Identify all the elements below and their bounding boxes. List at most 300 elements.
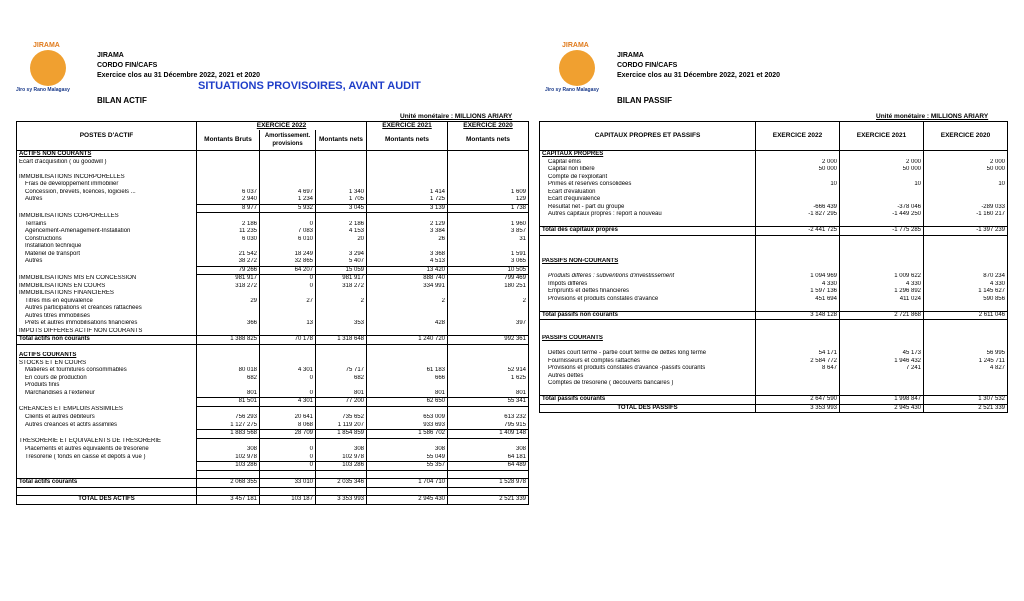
- passif-row-label: Comptes de trésorerie ( découverts bancaires ): [548, 380, 674, 386]
- actif-row-value: [367, 470, 448, 479]
- actif-row-value: 0: [260, 283, 316, 291]
- actif-row: [17, 181, 529, 189]
- passif-row-value: 1 094 969: [756, 273, 840, 281]
- actif-row-label: IMMOBILISATIONS MIS EN CONCESSION: [19, 274, 137, 281]
- actif-row-value: 64 207: [260, 266, 316, 275]
- passif-row-value: 50 000: [756, 166, 840, 174]
- passif-row-value: [756, 219, 840, 227]
- passif-row-value: [924, 258, 1008, 266]
- actif-row-value: [197, 159, 260, 167]
- passif-row-value: [924, 388, 1008, 396]
- actif-row-label: IMMOBILISATIONS CORPORELLES: [19, 212, 119, 219]
- actif-row-value: 1 609: [448, 189, 529, 197]
- passif-row-value: [924, 174, 1008, 182]
- actif-row-value: [197, 305, 260, 313]
- actif-row-value: 682: [197, 375, 260, 383]
- actif-row-value: 31: [448, 236, 529, 244]
- actif-row-value: 613 232: [448, 414, 529, 422]
- passif-row-value: -1 397 239: [924, 227, 1008, 236]
- passif-row: [540, 174, 1008, 182]
- actif-row-value: 981 917: [197, 275, 260, 283]
- actif-row: [17, 375, 529, 383]
- passif-row-label: Primes et réserves consolidées: [548, 181, 632, 187]
- actif-row-label: Trésorerie ( fonds en caisse et dépôts à vue ): [25, 453, 146, 460]
- passif-row-value: 10: [924, 181, 1008, 189]
- actif-row-value: 103 286: [197, 462, 260, 471]
- passif-row-value: [756, 235, 840, 243]
- actif-row: [17, 213, 529, 221]
- actif-row-value: [260, 166, 316, 174]
- actif-row-value: 129: [448, 196, 529, 204]
- passif-row-label: Provisions et produits constatés d'avance: [548, 295, 659, 302]
- passif-row-value: 54 171: [756, 350, 840, 358]
- passif-row-label: [540, 219, 756, 227]
- actif-row-value: 3 353 993: [316, 496, 367, 505]
- passif-row-value: 451 694: [756, 296, 840, 304]
- actif-row: [17, 174, 529, 182]
- actif-row-value: 801: [197, 390, 260, 398]
- actif-row-value: [448, 352, 529, 360]
- passif-row-label: Ecart d'évaluation: [548, 188, 596, 195]
- actif-row-value: [448, 213, 529, 221]
- actif-row-value: 2 521 339: [448, 496, 529, 505]
- actif-row-value: [197, 360, 260, 368]
- passif-row-value: 411 024: [840, 296, 924, 304]
- passif-row-value: [756, 189, 840, 197]
- passif-row-value: [840, 303, 924, 311]
- actif-row-value: 180 251: [448, 283, 529, 291]
- capitaux-header: CAPITAUX PROPRES ET PASSIFS: [540, 122, 756, 151]
- actif-row: [17, 189, 529, 197]
- actif-row-value: 0: [260, 454, 316, 462]
- passif-row-value: 10: [840, 181, 924, 189]
- actif-row-value: 3 384: [367, 228, 448, 236]
- passif-row-value: [924, 266, 1008, 274]
- passif-row-value: 4 330: [756, 281, 840, 289]
- p-ex2021-header: EXERCICE 2021: [840, 122, 924, 151]
- actif-row: [17, 320, 529, 328]
- actif-row-value: 1 725: [367, 196, 448, 204]
- actif-row: [17, 290, 529, 298]
- actif-row-value: [260, 174, 316, 182]
- actif-row: [17, 196, 529, 204]
- actif-row-value: 26: [367, 236, 448, 244]
- passif-row-value: [924, 196, 1008, 204]
- actif-row-label: Prêts et autres immobilisations financières: [25, 320, 138, 326]
- passif-row: [540, 350, 1008, 358]
- actif-row-label: Total actifs courants: [17, 479, 197, 488]
- actif-row-value: [448, 166, 529, 174]
- actif-row-value: 80 018: [197, 367, 260, 375]
- actif-row-label: TRESORERIE ET EQUIVALENTS DE TRESORERIE: [19, 438, 162, 445]
- actif-row-value: 4 697: [260, 189, 316, 197]
- actif-row-value: [316, 438, 367, 446]
- actif-row-value: 1 528 978: [448, 479, 529, 488]
- ex2021-header: EXERCICE 2021: [367, 122, 448, 131]
- actif-row-label: ACTIFS NON COURANTS: [19, 151, 92, 157]
- passif-row-value: [840, 328, 924, 336]
- passif-row-label: Total des capitaux propres: [540, 227, 756, 236]
- passif-row-value: -289 033: [924, 204, 1008, 212]
- actif-row-value: 801: [367, 390, 448, 398]
- unit-right: Unité monétaire : MILLIONS ARIARY: [876, 113, 989, 120]
- actif-row-value: 102 978: [197, 454, 260, 462]
- actif-row-value: [448, 174, 529, 182]
- passif-row-value: [840, 189, 924, 197]
- actif-row-value: [197, 470, 260, 479]
- passif-row: [540, 288, 1008, 296]
- actif-row: [17, 454, 529, 462]
- passif-row-value: 7 241: [840, 365, 924, 373]
- actif-row-value: [260, 328, 316, 336]
- actif-row-value: 308: [197, 446, 260, 454]
- passif-row-value: 1 307 532: [924, 396, 1008, 405]
- actif-row-label: Autres: [25, 258, 43, 265]
- nets-header: Montants nets: [316, 130, 367, 151]
- company-right: JIRAMA: [617, 52, 644, 59]
- actif-row-value: 801: [316, 390, 367, 398]
- actif-row-label: TOTAL DES ACTIFS: [17, 496, 197, 505]
- actif-row: [17, 228, 529, 236]
- actif-row-value: [260, 406, 316, 414]
- passif-row-value: 3 353 993: [756, 404, 840, 413]
- actif-row-value: [367, 382, 448, 390]
- passif-row: [540, 311, 1008, 320]
- actif-row: [17, 258, 529, 266]
- passif-row-value: 4 330: [840, 281, 924, 289]
- passif-row-value: [840, 196, 924, 204]
- passif-row: [540, 365, 1008, 373]
- actif-row-label: Frais de développement immobilier: [25, 181, 119, 187]
- logo-subtitle-right: Jiro sy Rano Malagasy: [545, 87, 599, 93]
- actif-row-value: 1 960: [448, 221, 529, 229]
- actif-row: [17, 430, 529, 439]
- actif-row-value: 2 129: [367, 221, 448, 229]
- passif-row-value: [756, 243, 840, 251]
- passif-row: [540, 227, 1008, 236]
- bilan-passif-title: BILAN PASSIF: [617, 96, 672, 105]
- passif-row-value: 2 611 046: [924, 311, 1008, 320]
- actif-row-value: 2 035 346: [316, 479, 367, 488]
- actif-row-value: [197, 213, 260, 221]
- passif-row-value: 1 946 432: [840, 358, 924, 366]
- jirama-logo-icon: [30, 50, 66, 86]
- passif-row: [540, 196, 1008, 204]
- passif-row-label: [540, 320, 756, 328]
- passif-row-value: [840, 258, 924, 266]
- actif-row-label: IMMOBILISATIONS INCORPORELLES: [19, 173, 125, 180]
- passif-row-value: 1 998 847: [840, 396, 924, 405]
- actif-row-value: 1 738: [448, 204, 529, 213]
- actif-row-value: [260, 487, 316, 496]
- actif-row-value: [260, 313, 316, 321]
- actif-row-label: [17, 487, 197, 496]
- passif-row-label: [540, 328, 756, 336]
- passif-row: [540, 396, 1008, 405]
- passif-row-value: 2 945 430: [840, 404, 924, 413]
- passif-row: [540, 189, 1008, 197]
- passif-row-label: Autres dettes: [548, 372, 584, 379]
- actif-row-label: Autres titres immobilisés: [25, 312, 91, 319]
- actif-row-label: [17, 430, 197, 439]
- actif-row: [17, 462, 529, 471]
- actif-row-value: 52 914: [448, 367, 529, 375]
- passif-row: [540, 343, 1008, 351]
- actif-row-value: 61 183: [367, 367, 448, 375]
- actif-row-value: [260, 344, 316, 352]
- actif-row-value: [316, 159, 367, 167]
- actif-row-value: 799 469: [448, 275, 529, 283]
- actif-row-value: 18 249: [260, 251, 316, 259]
- actif-row-value: 682: [316, 375, 367, 383]
- actif-row-label: Titres mis en équivalence: [25, 297, 93, 304]
- actif-row-value: [448, 382, 529, 390]
- actif-row-label: Agencement-Amenagement-Installation: [25, 228, 131, 234]
- actif-row-value: [260, 151, 316, 159]
- actif-row-value: [448, 290, 529, 298]
- actif-row-value: [367, 344, 448, 352]
- actif-row-value: 20 641: [260, 414, 316, 422]
- actif-row: [17, 313, 529, 321]
- actif-row-value: 33 010: [260, 479, 316, 488]
- passif-row-value: [756, 303, 840, 311]
- actif-row: [17, 406, 529, 414]
- passif-row-value: 590 856: [924, 296, 1008, 304]
- passif-row-label: Produits différés : subventions d'investissement: [548, 273, 675, 279]
- actif-row-value: [316, 174, 367, 182]
- passif-row-value: [756, 343, 840, 351]
- actif-row-value: 0: [260, 462, 316, 471]
- actif-row-value: 735 652: [316, 414, 367, 422]
- actif-row-value: 3 065: [448, 258, 529, 266]
- actif-row-value: 64 489: [448, 462, 529, 471]
- actif-row-value: 1 127 275: [197, 422, 260, 430]
- passif-row-value: -1 160 217: [924, 211, 1008, 219]
- actif-row-value: 1 705: [316, 196, 367, 204]
- passif-row-value: [840, 219, 924, 227]
- passif-row-value: [756, 373, 840, 381]
- actif-row-value: [260, 181, 316, 189]
- actif-row-value: [316, 360, 367, 368]
- actif-row-value: 11 235: [197, 228, 260, 236]
- actif-row: [17, 398, 529, 407]
- passif-row: [540, 328, 1008, 336]
- passif-row: [540, 204, 1008, 212]
- actif-row-value: 13 420: [367, 266, 448, 275]
- p-ex2020-header: EXERCICE 2020: [924, 122, 1008, 151]
- actif-row-value: 756 293: [197, 414, 260, 422]
- actif-row-value: 992 361: [448, 336, 529, 345]
- actif-row: [17, 275, 529, 283]
- passif-row-label: Fournisseurs et comptes rattachés: [548, 357, 641, 364]
- exercise-line: Exercice clos au 31 Décembre 2022, 2021 et 2020: [97, 72, 261, 79]
- actif-row-value: 2 940: [197, 196, 260, 204]
- passif-row-value: [756, 174, 840, 182]
- actif-row-value: 308: [367, 446, 448, 454]
- actif-row-value: [197, 243, 260, 251]
- actif-row-value: [197, 406, 260, 414]
- actif-row: [17, 151, 529, 159]
- actif-row-value: [316, 290, 367, 298]
- actif-row-value: [197, 181, 260, 189]
- actif-row-label: [17, 470, 197, 479]
- passif-row-value: [924, 235, 1008, 243]
- actif-row-value: 15 059: [316, 266, 367, 275]
- actif-row-value: [260, 360, 316, 368]
- actif-row-label: En cours de production: [25, 374, 87, 381]
- actif-row-value: 318 272: [316, 283, 367, 291]
- actif-row-value: 1 854 859: [316, 430, 367, 439]
- actif-row-value: [448, 406, 529, 414]
- actif-row-value: 308: [316, 446, 367, 454]
- company-name-right: [617, 51, 780, 81]
- actif-row-value: [367, 487, 448, 496]
- passif-row-value: [840, 320, 924, 328]
- passif-row: [540, 388, 1008, 396]
- passif-row-value: 2 521 339: [924, 404, 1008, 413]
- passif-row-value: [924, 243, 1008, 251]
- actif-row-value: [448, 487, 529, 496]
- actif-row-value: 55 357: [367, 462, 448, 471]
- actif-row-value: 20: [316, 236, 367, 244]
- actif-row-value: 653 009: [367, 414, 448, 422]
- actif-row-value: 428: [367, 320, 448, 328]
- actif-row-value: 77 200: [316, 398, 367, 407]
- actif-row-value: [316, 181, 367, 189]
- actif-row-value: 38 272: [197, 258, 260, 266]
- actif-row: [17, 352, 529, 360]
- passif-row-value: [840, 251, 924, 259]
- actif-row: [17, 496, 529, 505]
- actif-row-value: [316, 305, 367, 313]
- actif-row-value: [197, 151, 260, 159]
- passif-row-value: 2 647 590: [756, 396, 840, 405]
- passif-row-value: 3 148 128: [756, 311, 840, 320]
- actif-row: [17, 166, 529, 174]
- passif-row-label: Autres capitaux propres : report à nouveau: [548, 211, 662, 217]
- passif-row: [540, 358, 1008, 366]
- passif-row-value: 2 000: [924, 159, 1008, 167]
- actif-row-value: 64 181: [448, 454, 529, 462]
- actif-row-value: 1 414: [367, 189, 448, 197]
- passif-row-label: [540, 303, 756, 311]
- passif-row-label: [540, 243, 756, 251]
- actif-row: [17, 382, 529, 390]
- actif-row-value: 3 139: [367, 204, 448, 213]
- nets2021-header: Montants nets: [367, 130, 448, 151]
- passif-row-value: [840, 235, 924, 243]
- passif-row: [540, 159, 1008, 167]
- passif-row-value: [756, 196, 840, 204]
- actif-row-value: 1 318 648: [316, 336, 367, 345]
- actif-row-value: 21 542: [197, 251, 260, 259]
- actif-row-label: Marchandises à l'exterieur: [25, 389, 95, 396]
- passif-row-value: [756, 320, 840, 328]
- passif-row-value: 1 009 622: [840, 273, 924, 281]
- passif-row-label: Total passifs courants: [540, 396, 756, 405]
- actif-row-value: 79 266: [197, 266, 260, 275]
- actif-row-value: 0: [260, 221, 316, 229]
- actif-row-value: [260, 382, 316, 390]
- actif-row-value: [367, 406, 448, 414]
- actif-row-value: 0: [260, 375, 316, 383]
- actif-row-value: 75 717: [316, 367, 367, 375]
- passif-row: [540, 273, 1008, 281]
- actif-row-value: [316, 406, 367, 414]
- actif-row-value: [316, 166, 367, 174]
- passif-row-label: Provisions et produits constatés d'avance -passifs courants: [548, 365, 706, 371]
- actif-row-value: [316, 352, 367, 360]
- actif-row-label: Ecart d'acquisition ( ou goodwill ): [19, 158, 107, 165]
- actif-row-value: 801: [448, 390, 529, 398]
- actif-row-value: 1 625: [448, 375, 529, 383]
- actif-row-value: 0: [260, 275, 316, 283]
- actif-row-label: Matériel de transport: [25, 250, 81, 257]
- passif-row: [540, 251, 1008, 259]
- actif-row-value: [448, 470, 529, 479]
- actif-row-value: [260, 159, 316, 167]
- passif-header: [540, 122, 1008, 151]
- actif-row-label: Total actifs non courants: [17, 336, 197, 345]
- actif-row-value: 29: [197, 298, 260, 306]
- actif-row: [17, 390, 529, 398]
- actif-row: [17, 243, 529, 251]
- actif-row-value: 81 501: [197, 398, 260, 407]
- passif-row-label: Résultat net - part du groupe: [548, 203, 625, 210]
- passif-row-value: 4 827: [924, 365, 1008, 373]
- actif-row-value: 13: [260, 320, 316, 328]
- actif-row-value: 1 883 568: [197, 430, 260, 439]
- actif-row-value: [448, 438, 529, 446]
- actif-row-value: [367, 360, 448, 368]
- actif-row-value: 1 234: [260, 196, 316, 204]
- passif-row-value: -378 046: [840, 204, 924, 212]
- actif-row: [17, 283, 529, 291]
- passif-row-label: Emprunts et dettes financières: [548, 288, 630, 294]
- actif-row-value: 2: [448, 298, 529, 306]
- actif-row-value: 4 301: [260, 367, 316, 375]
- actif-row-value: 32 865: [260, 258, 316, 266]
- actif-row-label: Autres participations et créances rattachées: [25, 305, 142, 311]
- actif-row-label: [17, 204, 197, 213]
- actif-row-value: [260, 352, 316, 360]
- actif-row-label: [17, 462, 197, 471]
- actif-row-value: [448, 313, 529, 321]
- actif-row-value: 2 186: [316, 221, 367, 229]
- actif-row-value: [316, 313, 367, 321]
- actif-row-value: 28 709: [260, 430, 316, 439]
- passif-row: [540, 373, 1008, 381]
- actif-row-value: 1 409 148: [448, 430, 529, 439]
- passif-row: [540, 303, 1008, 311]
- actif-row-value: 27: [260, 298, 316, 306]
- passif-row-value: [840, 266, 924, 274]
- passif-row-value: [924, 328, 1008, 336]
- actif-row-value: [448, 159, 529, 167]
- actif-row-label: Clients et autres débiteurs: [25, 414, 95, 420]
- passif-row-value: 10: [756, 181, 840, 189]
- actif-row-value: [448, 360, 529, 368]
- passif-row-label: CAPITAUX PROPRES: [542, 151, 604, 157]
- actif-row-value: [316, 344, 367, 352]
- actif-row-value: [316, 487, 367, 496]
- passif-row-value: [924, 219, 1008, 227]
- actif-row-value: 4 301: [260, 398, 316, 407]
- actif-row-value: 0: [260, 390, 316, 398]
- passif-row-value: 1 245 711: [924, 358, 1008, 366]
- actif-row-value: [197, 174, 260, 182]
- actif-row-value: 5 932: [260, 204, 316, 213]
